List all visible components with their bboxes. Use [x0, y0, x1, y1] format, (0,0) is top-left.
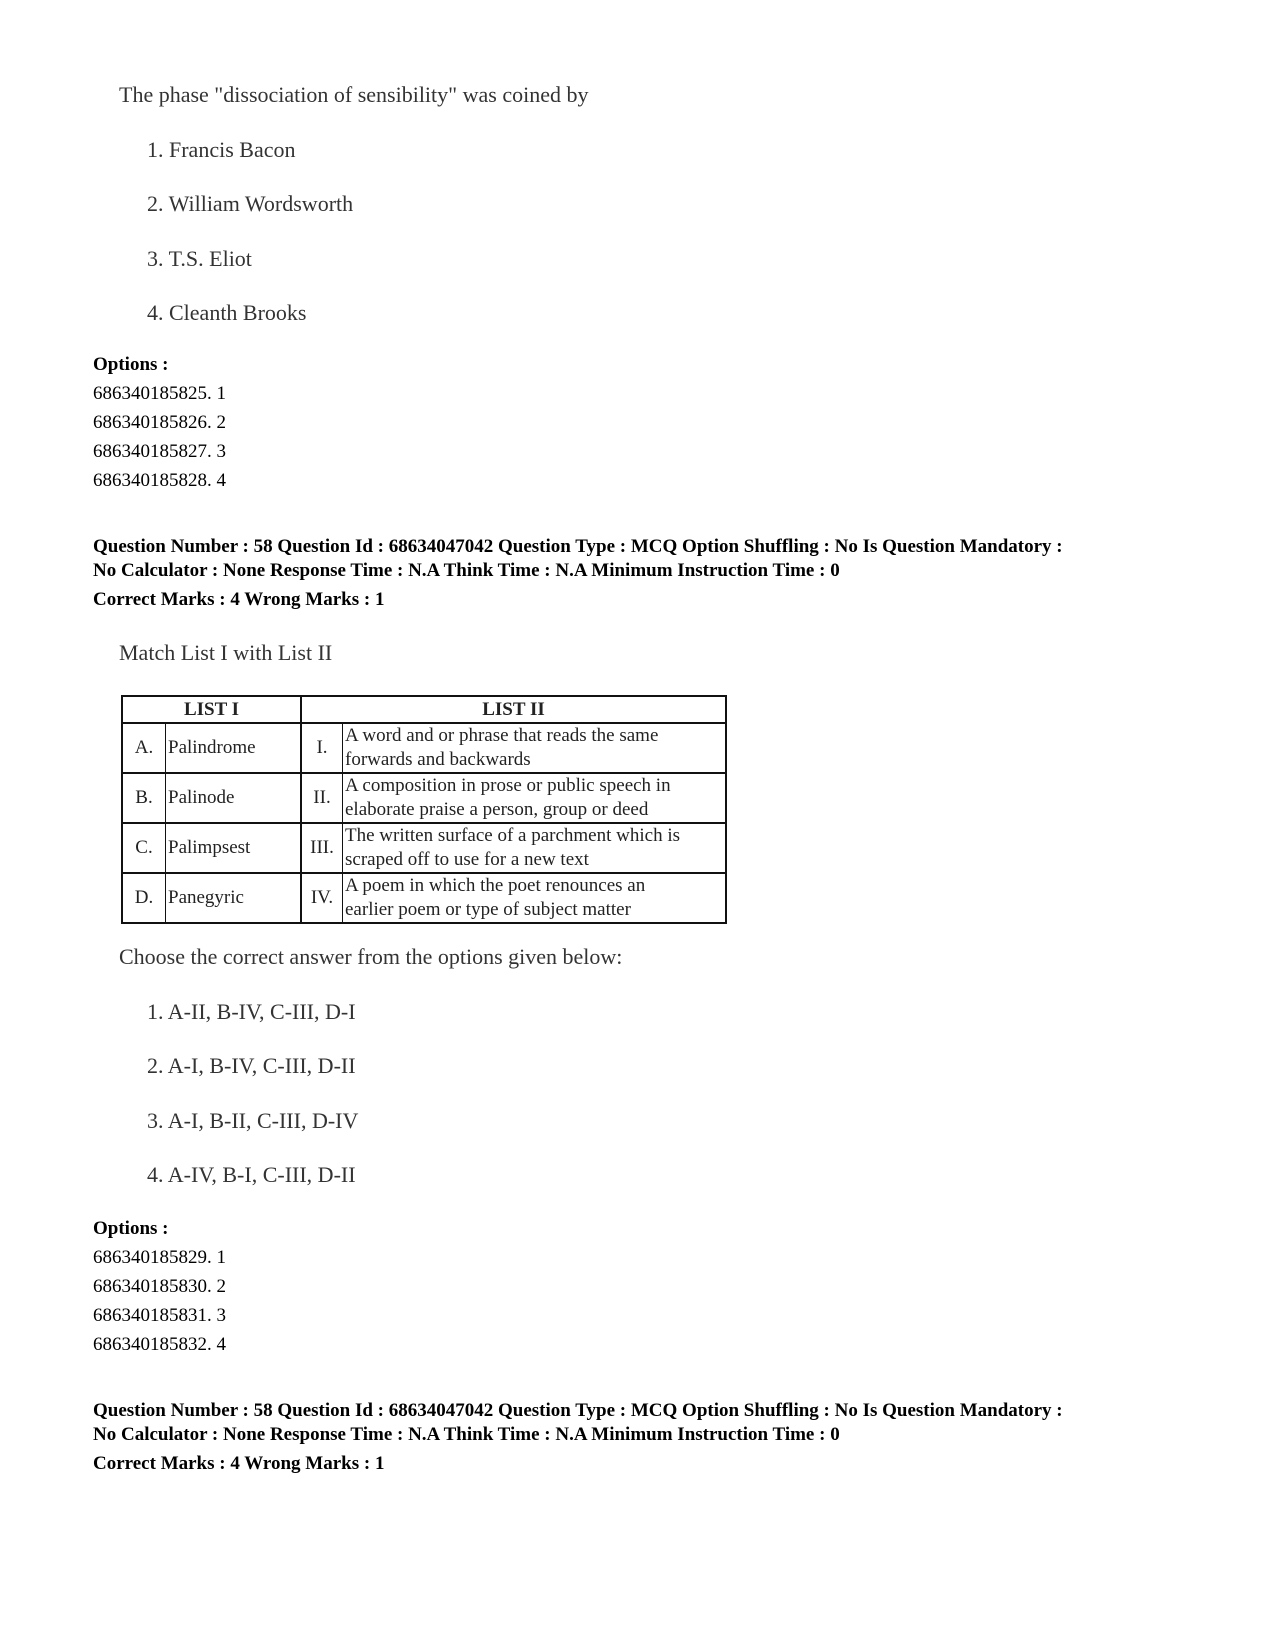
question-meta: Question Number : 58 Question Id : 68634047042 Question Type : MCQ Option Shuffling : No Is Question Mandatory : — [93, 1400, 1063, 1421]
option-line: 686340185830. 2 — [93, 1276, 226, 1297]
table-row — [122, 823, 726, 873]
row-description — [343, 823, 727, 873]
question-meta: No Calculator : None Response Time : N.A Think Time : N.A Minimum Instruction Time : 0 — [93, 1424, 840, 1445]
row-numeral: I. — [301, 723, 343, 773]
desc-line: A poem in which the poet renounces an — [345, 875, 646, 896]
row-numeral: III. — [301, 823, 343, 873]
desc-line: scraped off to use for a new text — [345, 849, 589, 870]
answer-choice: 3. A-I, B-II, C-III, D-IV — [147, 1108, 359, 1133]
row-letter: B. — [122, 773, 166, 823]
option-line: 686340185827. 3 — [93, 441, 226, 462]
table-row — [122, 773, 726, 823]
row-numeral: II. — [301, 773, 343, 823]
answer-choice: 2. A-I, B-IV, C-III, D-II — [147, 1053, 356, 1078]
list1-header: LIST I — [122, 696, 301, 723]
row-term: Palinode — [166, 773, 302, 823]
option-line: 686340185829. 1 — [93, 1247, 226, 1268]
desc-line: earlier poem or type of subject matter — [345, 899, 631, 920]
question-marks: Correct Marks : 4 Wrong Marks : 1 — [93, 589, 385, 610]
answer-choice: 4. A-IV, B-I, C-III, D-II — [147, 1162, 356, 1187]
desc-line: A word and or phrase that reads the same — [345, 725, 659, 746]
option-line: 686340185826. 2 — [93, 412, 226, 433]
row-numeral: IV. — [301, 873, 343, 923]
table-row — [122, 723, 726, 773]
question-meta: No Calculator : None Response Time : N.A Think Time : N.A Minimum Instruction Time : 0 — [93, 560, 840, 581]
row-term: Panegyric — [166, 873, 302, 923]
choose-instruction: Choose the correct answer from the options given below: — [119, 944, 623, 969]
question-stem: The phase "dissociation of sensibility" was coined by — [119, 82, 589, 107]
row-term: Palimpsest — [166, 823, 302, 873]
answer-choice: 3. T.S. Eliot — [147, 246, 252, 271]
options-label: Options : — [93, 1218, 169, 1239]
question-stem: Match List I with List II — [119, 640, 333, 665]
answer-choice: 2. William Wordsworth — [147, 191, 354, 216]
row-description — [343, 873, 727, 923]
desc-line: forwards and backwards — [345, 749, 531, 770]
row-description — [343, 723, 727, 773]
row-description — [343, 773, 727, 823]
option-line: 686340185832. 4 — [93, 1334, 226, 1355]
answer-choice: 1. A-II, B-IV, C-III, D-I — [147, 999, 356, 1024]
answer-choice: 4. Cleanth Brooks — [147, 300, 307, 325]
question-marks: Correct Marks : 4 Wrong Marks : 1 — [93, 1453, 385, 1474]
answer-choice: 1. Francis Bacon — [147, 137, 296, 162]
table-row — [122, 873, 726, 923]
options-label: Options : — [93, 354, 169, 375]
desc-line: The written surface of a parchment which is — [345, 825, 681, 846]
option-line: 686340185828. 4 — [93, 470, 226, 491]
desc-line: elaborate praise a person, group or deed — [345, 799, 649, 820]
option-line: 686340185825. 1 — [93, 383, 226, 404]
option-line: 686340185831. 3 — [93, 1305, 226, 1326]
match-table — [121, 695, 727, 924]
row-letter: C. — [122, 823, 166, 873]
question-meta: Question Number : 58 Question Id : 68634047042 Question Type : MCQ Option Shuffling : No Is Question Mandatory : — [93, 536, 1063, 557]
row-letter: A. — [122, 723, 166, 773]
row-letter: D. — [122, 873, 166, 923]
desc-line: A composition in prose or public speech in — [345, 775, 671, 796]
list2-header: LIST II — [301, 696, 726, 723]
row-term: Palindrome — [166, 723, 302, 773]
